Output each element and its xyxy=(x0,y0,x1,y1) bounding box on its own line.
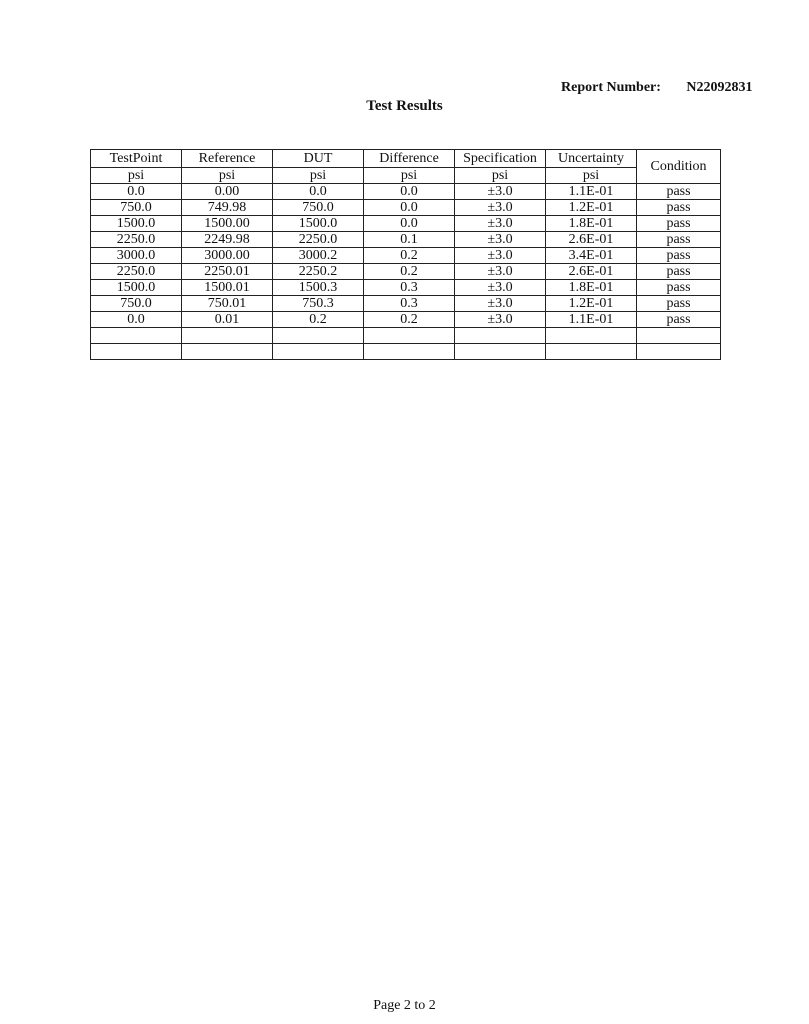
column-header-uncertainty: Uncertainty xyxy=(546,150,637,168)
cell-difference: 0.1 xyxy=(364,232,455,248)
cell-dut: 0.2 xyxy=(273,312,364,328)
column-header-difference: Difference xyxy=(364,150,455,168)
header-row-names xyxy=(91,150,721,168)
cell-testpoint: 0.0 xyxy=(91,184,182,200)
column-header-specification: Specification xyxy=(455,150,546,168)
cell-difference: 0.3 xyxy=(364,296,455,312)
cell-difference: 0.0 xyxy=(364,184,455,200)
column-unit-reference: psi xyxy=(182,168,273,184)
cell-dut: 2250.2 xyxy=(273,264,364,280)
cell-empty xyxy=(455,328,546,344)
cell-empty xyxy=(546,344,637,360)
table-row xyxy=(91,296,721,312)
cell-condition: pass xyxy=(637,200,721,216)
cell-condition: pass xyxy=(637,184,721,200)
table-row xyxy=(91,232,721,248)
cell-difference: 0.0 xyxy=(364,200,455,216)
cell-empty xyxy=(182,328,273,344)
cell-testpoint: 3000.0 xyxy=(91,248,182,264)
cell-reference: 750.01 xyxy=(182,296,273,312)
column-header-condition: Condition xyxy=(637,150,721,184)
cell-specification: ±3.0 xyxy=(455,232,546,248)
cell-empty xyxy=(637,344,721,360)
column-unit-difference: psi xyxy=(364,168,455,184)
table-row xyxy=(91,184,721,200)
table-row xyxy=(91,264,721,280)
header-row-units xyxy=(91,168,721,184)
column-header-reference: Reference xyxy=(182,150,273,168)
column-unit-testpoint: psi xyxy=(91,168,182,184)
cell-uncertainty: 1.2E-01 xyxy=(546,200,637,216)
table-row xyxy=(91,312,721,328)
column-header-dut: DUT xyxy=(273,150,364,168)
cell-dut: 0.0 xyxy=(273,184,364,200)
cell-testpoint: 750.0 xyxy=(91,296,182,312)
cell-empty xyxy=(637,328,721,344)
cell-testpoint: 1500.0 xyxy=(91,216,182,232)
cell-condition: pass xyxy=(637,296,721,312)
cell-empty xyxy=(273,344,364,360)
cell-dut: 1500.0 xyxy=(273,216,364,232)
cell-dut: 750.0 xyxy=(273,200,364,216)
cell-difference: 0.2 xyxy=(364,248,455,264)
cell-empty xyxy=(273,328,364,344)
cell-specification: ±3.0 xyxy=(455,264,546,280)
cell-reference: 0.00 xyxy=(182,184,273,200)
cell-reference: 0.01 xyxy=(182,312,273,328)
cell-dut: 2250.0 xyxy=(273,232,364,248)
column-unit-uncertainty: psi xyxy=(546,168,637,184)
cell-uncertainty: 1.2E-01 xyxy=(546,296,637,312)
cell-empty xyxy=(182,344,273,360)
column-unit-specification: psi xyxy=(455,168,546,184)
cell-testpoint: 0.0 xyxy=(91,312,182,328)
cell-empty xyxy=(91,344,182,360)
table-row xyxy=(91,200,721,216)
column-unit-dut: psi xyxy=(273,168,364,184)
report-number xyxy=(561,80,753,96)
cell-empty xyxy=(546,328,637,344)
table-row-blank xyxy=(91,344,721,360)
cell-condition: pass xyxy=(637,312,721,328)
cell-condition: pass xyxy=(637,264,721,280)
cell-condition: pass xyxy=(637,280,721,296)
cell-dut: 3000.2 xyxy=(273,248,364,264)
cell-specification: ±3.0 xyxy=(455,248,546,264)
table-row xyxy=(91,216,721,232)
cell-reference: 3000.00 xyxy=(182,248,273,264)
cell-uncertainty: 1.1E-01 xyxy=(546,312,637,328)
cell-condition: pass xyxy=(637,216,721,232)
report-number-value: N22092831 xyxy=(686,80,753,95)
cell-uncertainty: 3.4E-01 xyxy=(546,248,637,264)
cell-difference: 0.2 xyxy=(364,264,455,280)
cell-testpoint: 2250.0 xyxy=(91,264,182,280)
cell-reference: 749.98 xyxy=(182,200,273,216)
cell-empty xyxy=(364,328,455,344)
cell-empty xyxy=(455,344,546,360)
cell-reference: 2249.98 xyxy=(182,232,273,248)
cell-reference: 2250.01 xyxy=(182,264,273,280)
cell-condition: pass xyxy=(637,232,721,248)
page-title: Test Results xyxy=(366,98,443,114)
cell-reference: 1500.01 xyxy=(182,280,273,296)
cell-specification: ±3.0 xyxy=(455,280,546,296)
cell-difference: 0.3 xyxy=(364,280,455,296)
cell-testpoint: 750.0 xyxy=(91,200,182,216)
cell-empty xyxy=(364,344,455,360)
cell-dut: 750.3 xyxy=(273,296,364,312)
table-row-blank xyxy=(91,328,721,344)
cell-uncertainty: 2.6E-01 xyxy=(546,232,637,248)
test-results-table xyxy=(90,149,721,360)
cell-specification: ±3.0 xyxy=(455,216,546,232)
cell-testpoint: 2250.0 xyxy=(91,232,182,248)
cell-specification: ±3.0 xyxy=(455,184,546,200)
column-header-testpoint: TestPoint xyxy=(91,150,182,168)
cell-specification: ±3.0 xyxy=(455,296,546,312)
cell-uncertainty: 2.6E-01 xyxy=(546,264,637,280)
cell-specification: ±3.0 xyxy=(455,200,546,216)
table-row xyxy=(91,248,721,264)
cell-condition: pass xyxy=(637,248,721,264)
cell-dut: 1500.3 xyxy=(273,280,364,296)
cell-reference: 1500.00 xyxy=(182,216,273,232)
table-row xyxy=(91,280,721,296)
cell-uncertainty: 1.1E-01 xyxy=(546,184,637,200)
report-number-label: Report Number: xyxy=(561,80,661,95)
cell-specification: ±3.0 xyxy=(455,312,546,328)
cell-uncertainty: 1.8E-01 xyxy=(546,216,637,232)
cell-testpoint: 1500.0 xyxy=(91,280,182,296)
cell-uncertainty: 1.8E-01 xyxy=(546,280,637,296)
cell-difference: 0.2 xyxy=(364,312,455,328)
cell-empty xyxy=(91,328,182,344)
page-number: Page 2 to 2 xyxy=(373,998,436,1013)
cell-difference: 0.0 xyxy=(364,216,455,232)
table-body xyxy=(91,184,721,360)
